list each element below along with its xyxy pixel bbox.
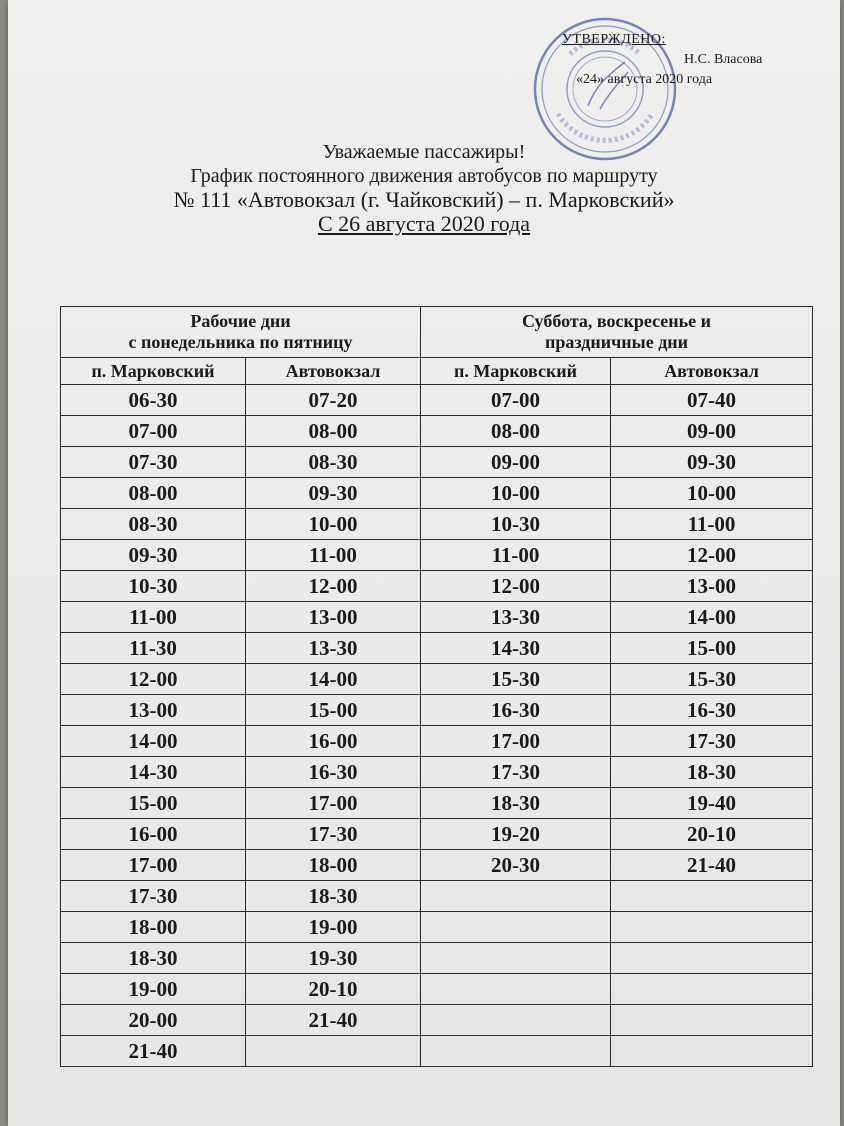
time-cell: 08-30 <box>246 447 421 478</box>
table-row <box>61 788 813 819</box>
time-cell <box>421 912 611 943</box>
time-cell: 11-00 <box>61 602 246 633</box>
time-cell: 10-30 <box>421 509 611 540</box>
time-cell: 08-00 <box>246 416 421 447</box>
time-cell: 07-00 <box>61 416 246 447</box>
time-cell: 16-00 <box>61 819 246 850</box>
table-row <box>61 974 813 1005</box>
time-cell: 08-00 <box>421 416 611 447</box>
column-header: Автовокзал <box>246 358 421 385</box>
document-sheet <box>8 0 840 1126</box>
table-row <box>61 1036 813 1067</box>
time-cell: 07-30 <box>61 447 246 478</box>
time-cell: 10-00 <box>611 478 813 509</box>
time-cell: 15-00 <box>246 695 421 726</box>
time-cell <box>421 943 611 974</box>
time-cell: 21-40 <box>246 1005 421 1036</box>
time-cell <box>611 1036 813 1067</box>
effective-date: С 26 августа 2020 года <box>317 211 531 236</box>
table-row <box>61 478 813 509</box>
table-row <box>61 447 813 478</box>
table-row <box>61 633 813 664</box>
time-cell: 15-00 <box>61 788 246 819</box>
time-cell: 14-00 <box>246 664 421 695</box>
time-cell <box>611 912 813 943</box>
time-cell: 08-00 <box>61 478 246 509</box>
time-cell: 17-00 <box>246 788 421 819</box>
time-cell: 20-10 <box>611 819 813 850</box>
table-row <box>61 757 813 788</box>
approval-date: «24» августа 2020 года <box>576 72 713 87</box>
time-cell: 10-30 <box>61 571 246 602</box>
table-row <box>61 664 813 695</box>
time-cell: 13-00 <box>61 695 246 726</box>
time-cell <box>421 1005 611 1036</box>
time-cell: 19-00 <box>246 912 421 943</box>
document-heading <box>8 140 840 236</box>
time-cell: 13-00 <box>611 571 813 602</box>
time-cell: 12-00 <box>611 540 813 571</box>
table-row <box>61 602 813 633</box>
time-cell: 16-00 <box>246 726 421 757</box>
time-cell <box>611 881 813 912</box>
time-cell: 07-20 <box>246 385 421 416</box>
time-cell <box>611 1005 813 1036</box>
time-cell: 14-30 <box>421 633 611 664</box>
time-cell: 13-00 <box>246 602 421 633</box>
table-row <box>61 1005 813 1036</box>
schedule-body <box>61 385 813 1067</box>
approver-name: Н.С. Власова <box>684 52 763 67</box>
time-cell <box>246 1036 421 1067</box>
time-cell: 20-10 <box>246 974 421 1005</box>
time-cell <box>611 943 813 974</box>
time-cell: 08-30 <box>61 509 246 540</box>
time-cell: 17-30 <box>421 757 611 788</box>
time-cell: 20-30 <box>421 850 611 881</box>
table-row <box>61 819 813 850</box>
weekend-group-line1: Суббота, воскресенье и <box>522 311 712 331</box>
time-cell: 11-00 <box>611 509 813 540</box>
time-cell: 15-30 <box>421 664 611 695</box>
time-cell: 18-30 <box>611 757 813 788</box>
table-row <box>61 695 813 726</box>
time-cell: 14-30 <box>61 757 246 788</box>
time-cell: 11-30 <box>61 633 246 664</box>
time-cell: 13-30 <box>246 633 421 664</box>
time-cell <box>421 1036 611 1067</box>
time-cell: 19-20 <box>421 819 611 850</box>
table-row <box>61 540 813 571</box>
time-cell: 15-00 <box>611 633 813 664</box>
time-cell: 09-30 <box>61 540 246 571</box>
table-row <box>61 571 813 602</box>
weekday-group-header <box>61 307 421 358</box>
time-cell: 09-30 <box>611 447 813 478</box>
table-row <box>61 726 813 757</box>
time-cell: 18-00 <box>61 912 246 943</box>
greeting: Уважаемые пассажиры! <box>322 141 526 163</box>
table-row <box>61 509 813 540</box>
time-cell: 15-30 <box>611 664 813 695</box>
time-cell: 20-00 <box>61 1005 246 1036</box>
time-cell: 09-00 <box>421 447 611 478</box>
time-cell: 19-30 <box>246 943 421 974</box>
time-cell <box>611 974 813 1005</box>
table-row <box>61 416 813 447</box>
table-row <box>61 881 813 912</box>
approved-label: УТВЕРЖДЕНО: <box>562 32 666 47</box>
weekend-group-line2: праздничные дни <box>544 332 689 352</box>
time-cell: 07-40 <box>611 385 813 416</box>
weekday-group-line1: Рабочие дни <box>190 311 291 331</box>
column-header: Автовокзал <box>611 358 813 385</box>
weekday-group-line2: с понедельника по пятницу <box>128 332 353 352</box>
time-cell: 18-00 <box>246 850 421 881</box>
time-cell: 14-00 <box>61 726 246 757</box>
time-cell: 06-30 <box>61 385 246 416</box>
time-cell: 14-00 <box>611 602 813 633</box>
time-cell: 11-00 <box>421 540 611 571</box>
time-cell: 17-00 <box>61 850 246 881</box>
time-cell: 09-00 <box>611 416 813 447</box>
table-row <box>61 385 813 416</box>
bus-schedule-table <box>60 306 813 1067</box>
time-cell <box>421 974 611 1005</box>
time-cell: 12-00 <box>421 571 611 602</box>
time-cell: 16-30 <box>421 695 611 726</box>
table-row <box>61 912 813 943</box>
time-cell: 10-00 <box>246 509 421 540</box>
time-cell: 07-00 <box>421 385 611 416</box>
time-cell: 12-00 <box>246 571 421 602</box>
time-cell: 13-30 <box>421 602 611 633</box>
weekend-group-header <box>421 307 813 358</box>
column-header: п. Марковский <box>61 358 246 385</box>
time-cell: 21-40 <box>61 1036 246 1067</box>
time-cell: 11-00 <box>246 540 421 571</box>
schedule-title: График постоянного движения автобусов по маршруту <box>190 165 658 187</box>
time-cell: 17-30 <box>246 819 421 850</box>
time-cell: 09-30 <box>246 478 421 509</box>
time-cell: 12-00 <box>61 664 246 695</box>
time-cell: 17-30 <box>61 881 246 912</box>
time-cell: 19-40 <box>611 788 813 819</box>
column-header: п. Марковский <box>421 358 611 385</box>
table-row <box>61 943 813 974</box>
table-row <box>61 850 813 881</box>
time-cell: 18-30 <box>246 881 421 912</box>
time-cell: 19-00 <box>61 974 246 1005</box>
time-cell: 16-30 <box>246 757 421 788</box>
time-cell: 17-00 <box>421 726 611 757</box>
approval-block <box>556 30 806 100</box>
time-cell: 17-30 <box>611 726 813 757</box>
time-cell: 18-30 <box>61 943 246 974</box>
time-cell: 21-40 <box>611 850 813 881</box>
time-cell: 18-30 <box>421 788 611 819</box>
time-cell: 10-00 <box>421 478 611 509</box>
time-cell <box>421 881 611 912</box>
time-cell: 16-30 <box>611 695 813 726</box>
route-name: № 111 «Автовокзал (г. Чайковский) – п. Марковский» <box>173 187 675 212</box>
